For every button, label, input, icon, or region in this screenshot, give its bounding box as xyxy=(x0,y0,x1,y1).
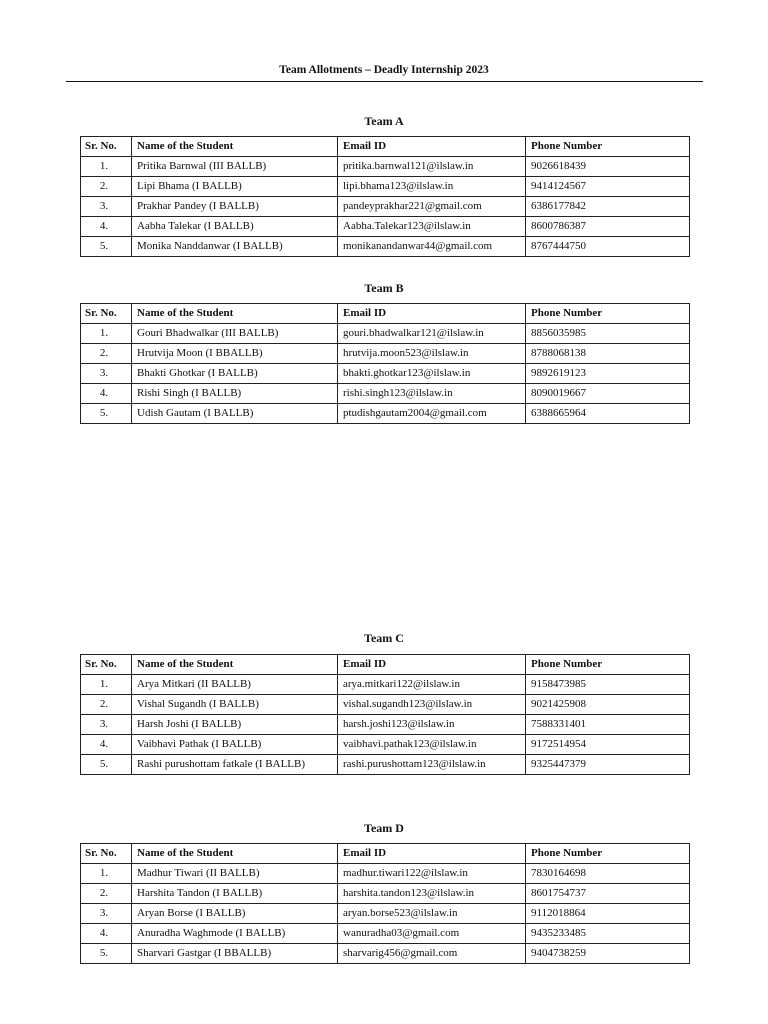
table-row xyxy=(81,237,690,257)
student-name-cell: Aryan Borse (I BALLB) xyxy=(132,904,338,924)
team-d-heading: Team D xyxy=(364,821,404,835)
sr-no-cell: 2. xyxy=(81,695,132,715)
phone-cell: 6386177842 xyxy=(526,197,690,217)
email-cell: aryan.borse523@ilslaw.in xyxy=(338,904,526,924)
sr-no-cell: 1. xyxy=(81,675,132,695)
document-title: Team Allotments – Deadly Internship 2023 xyxy=(279,64,489,76)
phone-cell: 9026618439 xyxy=(526,157,690,177)
sr-no-cell: 4. xyxy=(81,924,132,944)
phone-cell: 9414124567 xyxy=(526,177,690,197)
phone-cell: 9892619123 xyxy=(526,364,690,384)
sr-no-cell: 4. xyxy=(81,384,132,404)
email-header: Email ID xyxy=(338,137,526,157)
email-cell: pandeyprakhar221@gmail.com xyxy=(338,197,526,217)
table-row xyxy=(81,924,690,944)
email-cell: bhakti.ghotkar123@ilslaw.in xyxy=(338,364,526,384)
table-row xyxy=(81,177,690,197)
table-header-row xyxy=(81,844,690,864)
student-name-cell: Madhur Tiwari (II BALLB) xyxy=(132,864,338,884)
team-a-table xyxy=(80,136,690,257)
email-cell: arya.mitkari122@ilslaw.in xyxy=(338,675,526,695)
phone-header: Phone Number xyxy=(526,304,690,324)
team-d-table xyxy=(80,843,690,964)
student-name-cell: Aabha Talekar (I BALLB) xyxy=(132,217,338,237)
email-cell: vaibhavi.pathak123@ilslaw.in xyxy=(338,735,526,755)
phone-cell: 8090019667 xyxy=(526,384,690,404)
student-name-header: Name of the Student xyxy=(132,655,338,675)
student-name-cell: Lipi Bhama (I BALLB) xyxy=(132,177,338,197)
table-row xyxy=(81,675,690,695)
phone-header: Phone Number xyxy=(526,844,690,864)
email-cell: vishal.sugandh123@ilslaw.in xyxy=(338,695,526,715)
table-header-row xyxy=(81,304,690,324)
sr-no-header: Sr. No. xyxy=(81,655,132,675)
student-name-cell: Pritika Barnwal (III BALLB) xyxy=(132,157,338,177)
student-name-cell: Monika Nanddanwar (I BALLB) xyxy=(132,237,338,257)
table-row xyxy=(81,695,690,715)
phone-cell: 7588331401 xyxy=(526,715,690,735)
phone-cell: 9158473985 xyxy=(526,675,690,695)
email-cell: lipi.bhama123@ilslaw.in xyxy=(338,177,526,197)
sr-no-cell: 3. xyxy=(81,197,132,217)
table-header-row xyxy=(81,655,690,675)
phone-cell: 8600786387 xyxy=(526,217,690,237)
student-name-header: Name of the Student xyxy=(132,137,338,157)
phone-cell: 6388665964 xyxy=(526,404,690,424)
email-cell: sharvarig456@gmail.com xyxy=(338,944,526,964)
phone-cell: 9021425908 xyxy=(526,695,690,715)
sr-no-header: Sr. No. xyxy=(81,304,132,324)
table-row xyxy=(81,864,690,884)
student-name-cell: Rishi Singh (I BALLB) xyxy=(132,384,338,404)
table-row xyxy=(81,944,690,964)
phone-cell: 8601754737 xyxy=(526,884,690,904)
email-cell: gouri.bhadwalkar121@ilslaw.in xyxy=(338,324,526,344)
student-name-cell: Vaibhavi Pathak (I BALLB) xyxy=(132,735,338,755)
email-cell: Aabha.Talekar123@ilslaw.in xyxy=(338,217,526,237)
student-name-header: Name of the Student xyxy=(132,844,338,864)
student-name-header: Name of the Student xyxy=(132,304,338,324)
email-header: Email ID xyxy=(338,304,526,324)
sr-no-cell: 4. xyxy=(81,735,132,755)
sr-no-cell: 2. xyxy=(81,884,132,904)
student-name-cell: Arya Mitkari (II BALLB) xyxy=(132,675,338,695)
student-name-cell: Prakhar Pandey (I BALLB) xyxy=(132,197,338,217)
email-cell: harshita.tandon123@ilslaw.in xyxy=(338,884,526,904)
student-name-cell: Harsh Joshi (I BALLB) xyxy=(132,715,338,735)
email-cell: rishi.singh123@ilslaw.in xyxy=(338,384,526,404)
sr-no-cell: 3. xyxy=(81,364,132,384)
student-name-cell: Hrutvija Moon (I BBALLB) xyxy=(132,344,338,364)
sr-no-cell: 1. xyxy=(81,864,132,884)
sr-no-cell: 5. xyxy=(81,237,132,257)
sr-no-cell: 1. xyxy=(81,324,132,344)
student-name-cell: Vishal Sugandh (I BALLB) xyxy=(132,695,338,715)
table-row xyxy=(81,884,690,904)
phone-cell: 9435233485 xyxy=(526,924,690,944)
team-c-heading: Team C xyxy=(364,631,404,645)
email-cell: ptudishgautam2004@gmail.com xyxy=(338,404,526,424)
student-name-cell: Bhakti Ghotkar (I BALLB) xyxy=(132,364,338,384)
sr-no-cell: 2. xyxy=(81,344,132,364)
email-cell: harsh.joshi123@ilslaw.in xyxy=(338,715,526,735)
sr-no-cell: 4. xyxy=(81,217,132,237)
email-cell: rashi.purushottam123@ilslaw.in xyxy=(338,755,526,775)
email-header: Email ID xyxy=(338,844,526,864)
team-b-table xyxy=(80,303,690,424)
student-name-cell: Harshita Tandon (I BALLB) xyxy=(132,884,338,904)
table-row xyxy=(81,157,690,177)
student-name-cell: Sharvari Gastgar (I BBALLB) xyxy=(132,944,338,964)
table-row xyxy=(81,324,690,344)
sr-no-cell: 1. xyxy=(81,157,132,177)
phone-cell: 9404738259 xyxy=(526,944,690,964)
student-name-cell: Anuradha Waghmode (I BALLB) xyxy=(132,924,338,944)
sr-no-cell: 3. xyxy=(81,715,132,735)
table-row xyxy=(81,217,690,237)
table-row xyxy=(81,384,690,404)
table-row xyxy=(81,904,690,924)
table-row xyxy=(81,735,690,755)
email-header: Email ID xyxy=(338,655,526,675)
table-row xyxy=(81,344,690,364)
team-c-table xyxy=(80,654,690,775)
phone-cell: 9325447379 xyxy=(526,755,690,775)
team-b-heading: Team B xyxy=(364,281,404,295)
email-cell: wanuradha03@gmail.com xyxy=(338,924,526,944)
sr-no-cell: 5. xyxy=(81,944,132,964)
sr-no-cell: 3. xyxy=(81,904,132,924)
student-name-cell: Gouri Bhadwalkar (III BALLB) xyxy=(132,324,338,344)
sr-no-cell: 2. xyxy=(81,177,132,197)
team-a-heading: Team A xyxy=(364,114,404,128)
phone-header: Phone Number xyxy=(526,137,690,157)
phone-cell: 8767444750 xyxy=(526,237,690,257)
email-cell: pritika.barnwal121@ilslaw.in xyxy=(338,157,526,177)
table-row xyxy=(81,404,690,424)
table-header-row xyxy=(81,137,690,157)
table-row xyxy=(81,755,690,775)
phone-cell: 8856035985 xyxy=(526,324,690,344)
student-name-cell: Udish Gautam (I BALLB) xyxy=(132,404,338,424)
sr-no-cell: 5. xyxy=(81,404,132,424)
sr-no-header: Sr. No. xyxy=(81,137,132,157)
phone-cell: 7830164698 xyxy=(526,864,690,884)
table-row xyxy=(81,197,690,217)
email-cell: hrutvija.moon523@ilslaw.in xyxy=(338,344,526,364)
title-divider xyxy=(66,81,703,82)
email-cell: madhur.tiwari122@ilslaw.in xyxy=(338,864,526,884)
student-name-cell: Rashi purushottam fatkale (I BALLB) xyxy=(132,755,338,775)
table-row xyxy=(81,715,690,735)
phone-cell: 9112018864 xyxy=(526,904,690,924)
sr-no-header: Sr. No. xyxy=(81,844,132,864)
email-cell: monikanandanwar44@gmail.com xyxy=(338,237,526,257)
phone-cell: 8788068138 xyxy=(526,344,690,364)
phone-cell: 9172514954 xyxy=(526,735,690,755)
phone-header: Phone Number xyxy=(526,655,690,675)
table-row xyxy=(81,364,690,384)
sr-no-cell: 5. xyxy=(81,755,132,775)
